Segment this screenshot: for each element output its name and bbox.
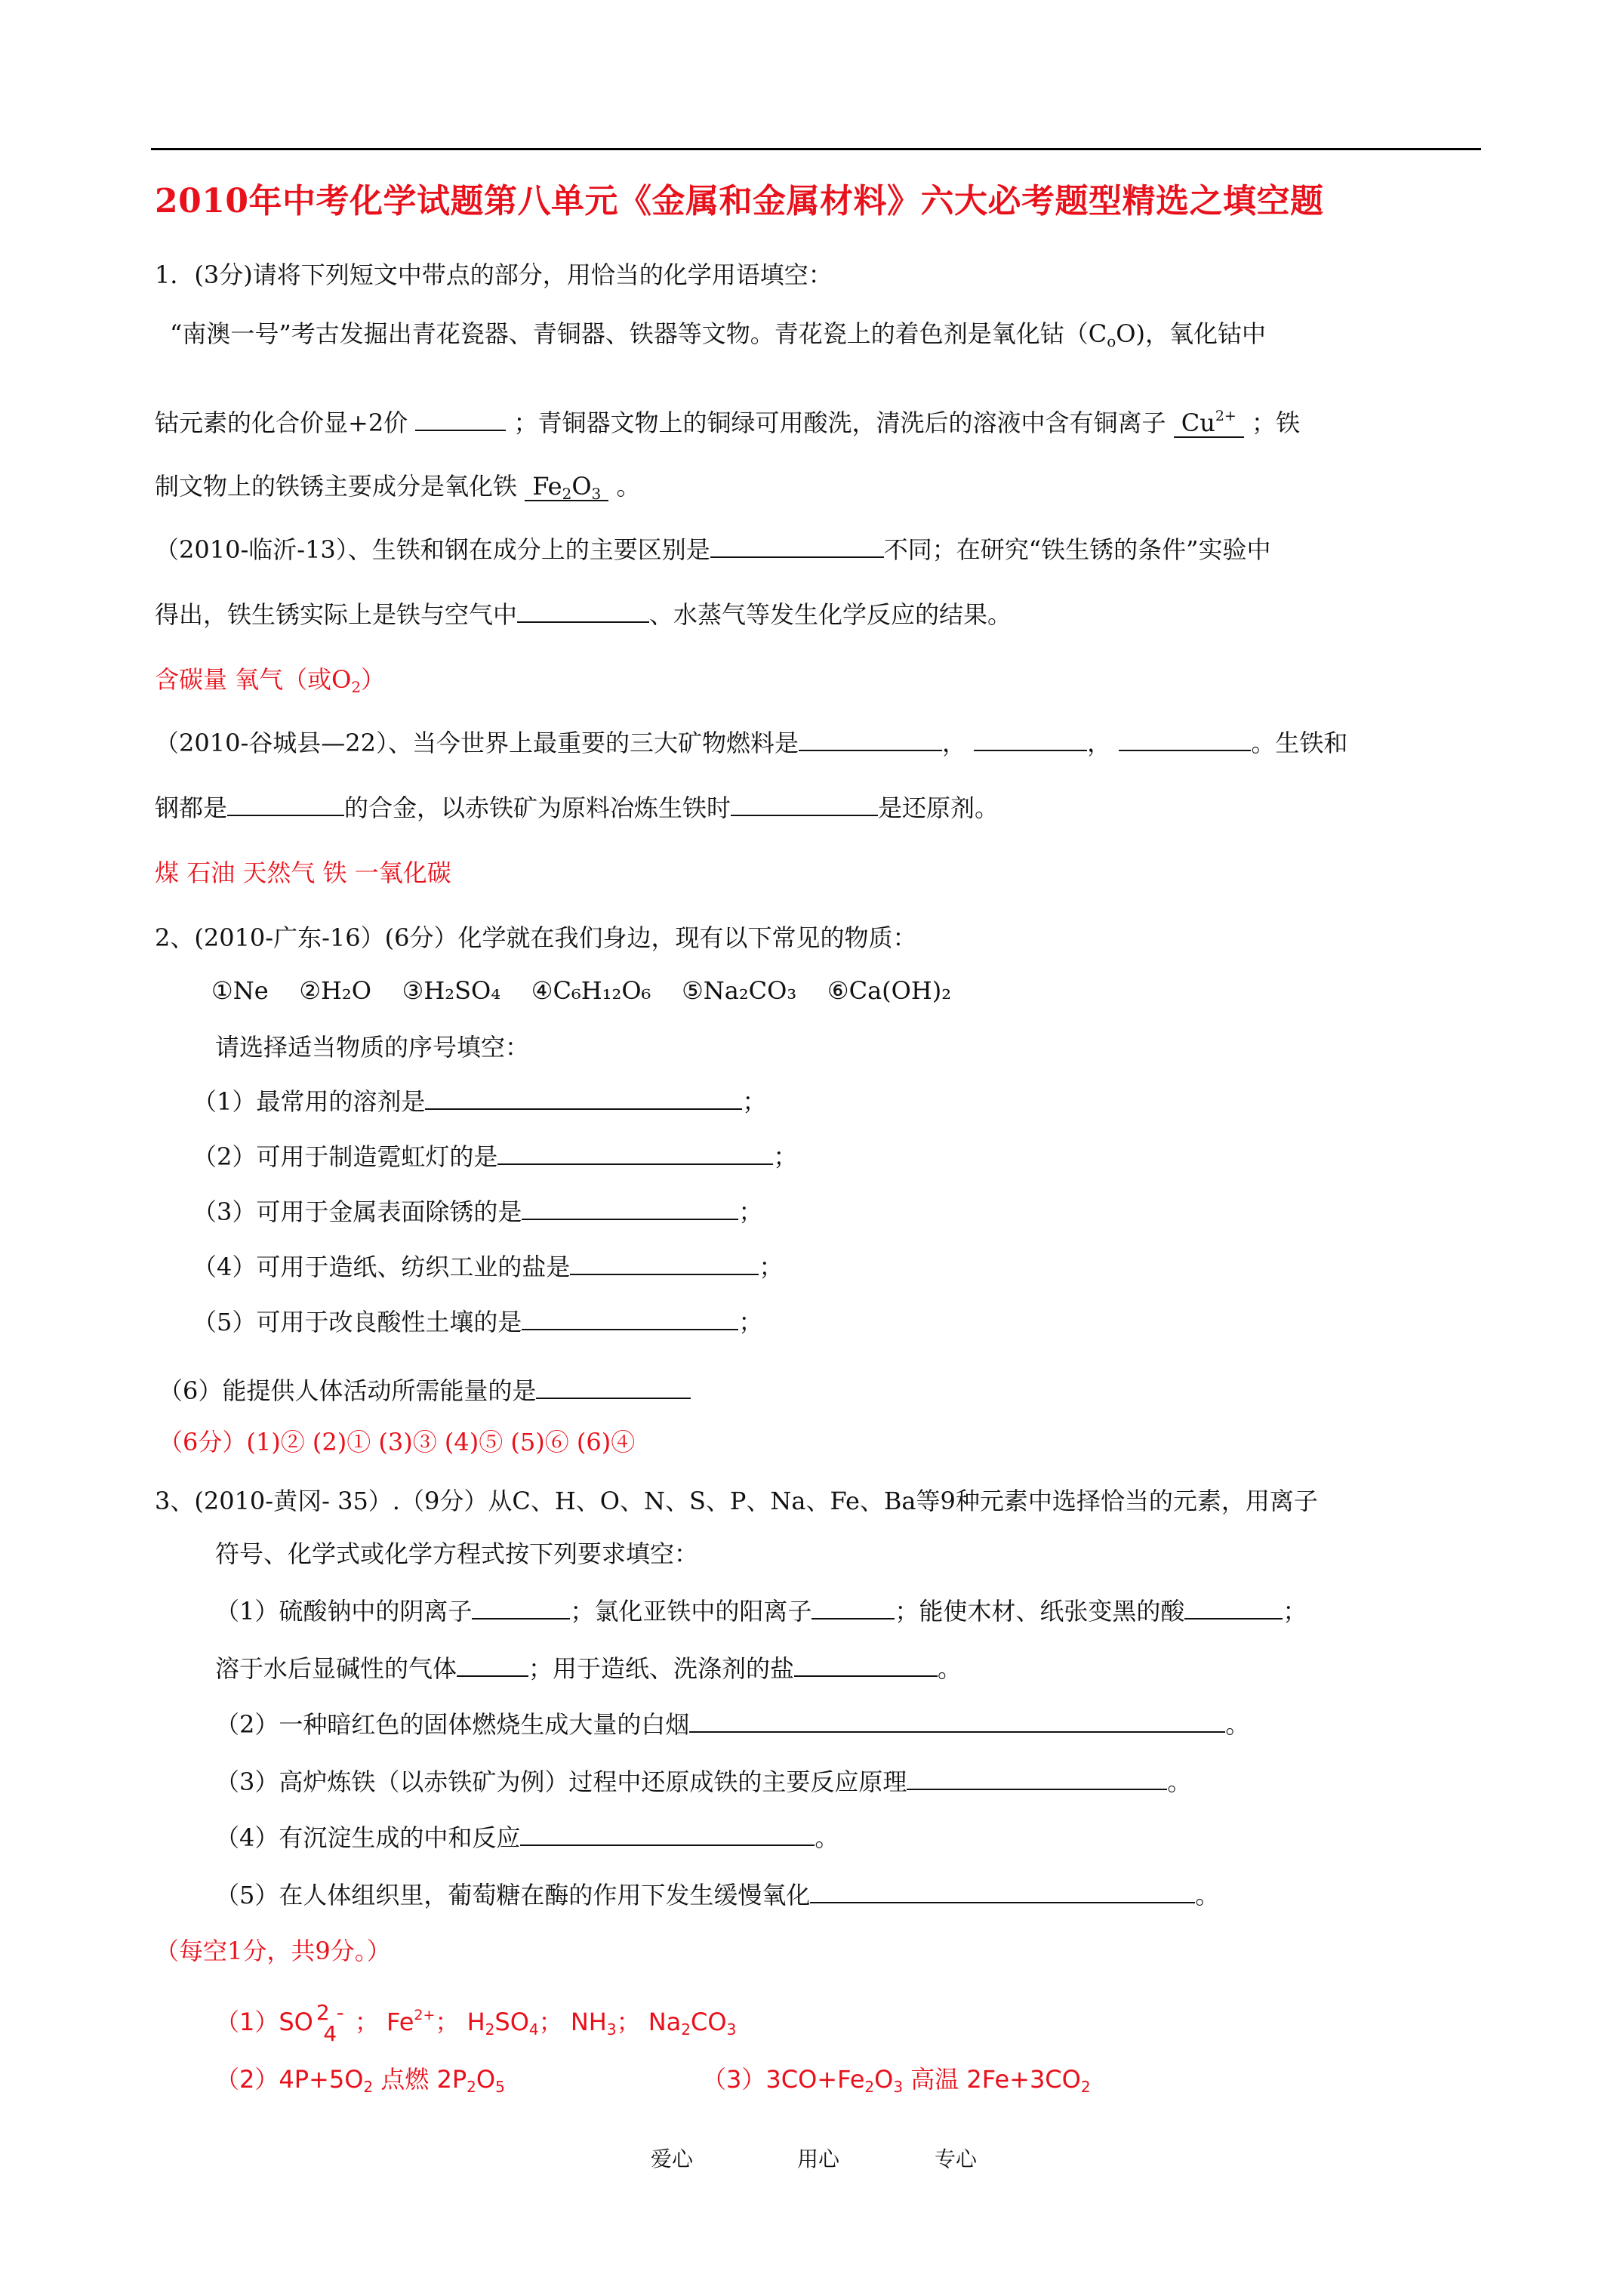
gucheng-line2: 钢都是 的合金，以赤铁矿为原料冶炼生铁时 是还原剂。 xyxy=(155,794,999,822)
q3-item-1a: （1）硫酸钠中的阴离子 ；氯化亚铁中的阳离子 ；能使木材、纸张变黑的酸 ； xyxy=(215,1597,1307,1626)
q1-paragraph-line3: 制文物上的铁锈主要成分是氧化铁 $Fe_2O_3$ 。 xyxy=(155,472,641,503)
blank-q3-acid[interactable] xyxy=(1184,1595,1283,1620)
q1-header: 1．(3分)请将下列短文中带点的部分，用恰当的化学用语填空： xyxy=(155,260,833,289)
blank-fuel-2[interactable] xyxy=(974,727,1087,751)
blank-difference[interactable] xyxy=(710,534,884,558)
footer-yongxin: 用心 xyxy=(797,2147,840,2171)
q2-item-4: （4）可用于造纸、纺织工业的盐是 ； xyxy=(192,1253,784,1281)
q3-item-3: （3）高炉炼铁（以赤铁矿为例）过程中还原成铁的主要反应原理 。 xyxy=(215,1767,1192,1796)
q1-paragraph-line2: 钴元素的化合价显+2价 ；青铜器文物上的铜绿可用酸洗，清洗后的溶液中含有铜离子 $Cu^{2+}$ ；铁 xyxy=(155,408,1301,437)
sulfate-charge: 2 - 4 xyxy=(316,2000,344,2046)
blank-q3-cation[interactable] xyxy=(812,1595,895,1620)
blank-q3-gas[interactable] xyxy=(457,1653,528,1677)
q3-item-1b: 溶于水后显碱性的气体 ；用于造纸、洗涤剂的盐 。 xyxy=(215,1654,962,1683)
q3-item-5: （5）在人体组织里，葡萄糖在酶的作用下发生缓慢氧化 。 xyxy=(215,1881,1220,1909)
blank-reducing-agent[interactable] xyxy=(731,792,878,816)
header-rule xyxy=(151,148,1481,150)
gucheng-line1: （2010-谷城县—22）、当今世界上最重要的三大矿物燃料是 ， ， 。生铁和 xyxy=(155,729,1348,757)
blank-q3-5[interactable] xyxy=(810,1879,1195,1903)
q2-item-2: （2）可用于制造霓虹灯的是 ； xyxy=(192,1142,798,1171)
answer-iron-oxide: $Fe_2O_3$ xyxy=(525,473,608,501)
q3-answer-2: $(2)4P+5O_2$ 点燃 $2P_2O_5$ xyxy=(215,2065,505,2096)
linyi-answer: 含碳量 氧气（或$O_2$） xyxy=(155,665,386,696)
q2-item-5: （5）可用于改良酸性土壤的是 ； xyxy=(192,1308,763,1336)
blank-q2-2[interactable] xyxy=(497,1141,773,1165)
q2-item-6: （6）能提供人体活动所需能量的是 xyxy=(159,1374,691,1407)
q2-options: ①Ne ②H₂O ③H₂SO₄ ④C₆H₁₂O₆ ⑤Na₂CO₃ ⑥Ca(OH)₂ xyxy=(211,976,952,1005)
blank-fuel-3[interactable] xyxy=(1119,727,1251,751)
answer-copper-ion: $Cu^{2+}$ xyxy=(1174,409,1244,438)
q3-item-2: （2）一种暗红色的固体燃烧生成大量的白烟 。 xyxy=(215,1710,1250,1739)
blank-q2-1[interactable] xyxy=(425,1086,742,1110)
blank-q3-2[interactable] xyxy=(689,1709,1225,1733)
q3-header: 3、(2010-黄冈- 35）.（9分）从C、H、O、N、S、P、Na、Fe、Ba等9种元素中选择恰当的元素，用离子 xyxy=(155,1487,1318,1515)
q2-item-3: （3）可用于金属表面除锈的是 ； xyxy=(192,1197,763,1226)
footer-zhuanxin: 专心 xyxy=(935,2147,978,2171)
blank-q3-3[interactable] xyxy=(907,1766,1167,1790)
q2-item-1: （1）最常用的溶剂是 ； xyxy=(192,1087,767,1116)
blank-q3-4[interactable] xyxy=(520,1822,815,1846)
q2-answer: （6分）(1)② (2)① (3)③ (4)⑤ (5)⑥ (6)④ xyxy=(159,1428,636,1456)
q1-paragraph-line1: “南澳一号”考古发掘出青花瓷器、青铜器、铁器等文物。青花瓷上的着色剂是氧化钴$(C_oO)$，氧化钴中 xyxy=(170,319,1266,350)
gucheng-answer: 煤 石油 天然气 铁 一氧化碳 xyxy=(155,858,451,887)
blank-q3-anion[interactable] xyxy=(472,1595,570,1620)
blank-q2-5[interactable] xyxy=(522,1306,738,1330)
blank-q2-4[interactable] xyxy=(570,1251,759,1275)
blank-q2-6[interactable] xyxy=(536,1375,691,1399)
blank-valence[interactable] xyxy=(415,407,506,431)
q3-answer-3: $(3)3CO+Fe_2O_3$ 高温 $2Fe+3CO_2$ xyxy=(702,2065,1091,2096)
q3-score: （每空1分，共9分。） xyxy=(155,1937,391,1965)
page-title: 2010年中考化学试题第八单元《金属和金属材料》六大必考题型精选之填空题 xyxy=(155,182,1324,220)
blank-q3-salt[interactable] xyxy=(794,1653,938,1677)
blank-fuel-1[interactable] xyxy=(799,727,942,751)
linyi-line1: （2010-临沂-13）、生铁和钢在成分上的主要区别是 不同；在研究“铁生锈的条件”实验中 xyxy=(155,535,1271,564)
q3-answer-1: （1）SO 2 - 4 ； $Fe^{2+}$； $H_2SO_4$； $NH_3$； $Na_2CO_3$ xyxy=(215,2000,737,2046)
q2-header: 2、(2010-广东-16）(6分）化学就在我们身边，现有以下常见的物质： xyxy=(155,923,917,952)
q2-instruction: 请选择适当物质的序号填空： xyxy=(215,1033,530,1062)
q3-header2: 符号、化学式或化学方程式按下列要求填空： xyxy=(215,1539,699,1568)
blank-q2-3[interactable] xyxy=(522,1196,738,1220)
q3-item-4: （4）有沉淀生成的中和反应 。 xyxy=(215,1823,839,1852)
blank-alloy[interactable] xyxy=(227,792,344,816)
linyi-line2: 得出，铁生锈实际上是铁与空气中 、水蒸气等发生化学反应的结果。 xyxy=(155,600,1012,629)
blank-air-component[interactable] xyxy=(517,599,649,623)
footer-aixin: 爱心 xyxy=(651,2147,694,2171)
